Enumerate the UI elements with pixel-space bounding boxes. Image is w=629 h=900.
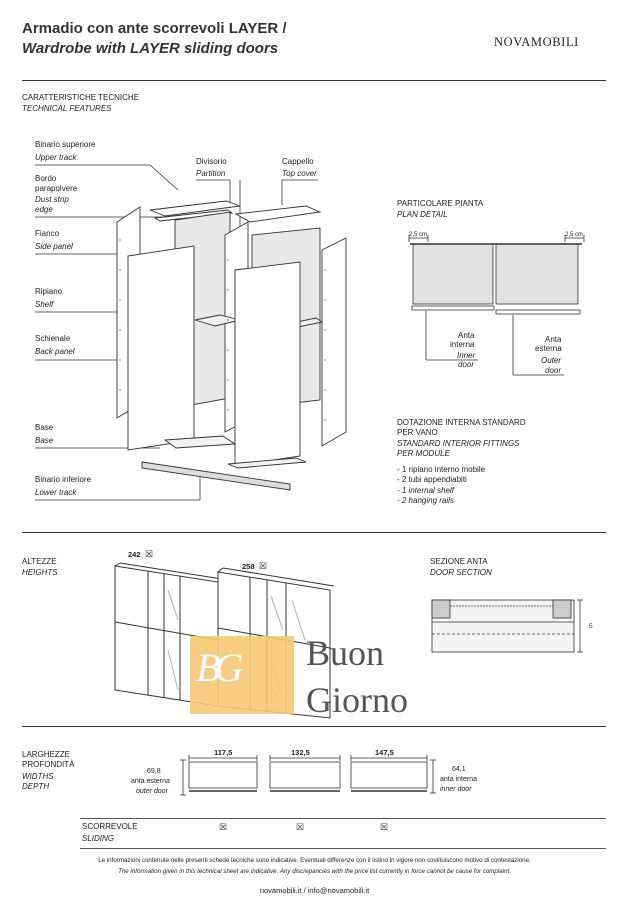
fittings-heading-en2: PER MODULE (397, 449, 450, 458)
label-dust-strip-en2: edge (35, 205, 53, 214)
sliding-top-line (80, 818, 606, 819)
fittings-heading-en1: STANDARD INTERIOR FITTINGS (397, 439, 520, 448)
height-258-checkbox-icon: ☒ (259, 561, 268, 571)
plan-dim-left: 2,5 cm (409, 232, 428, 238)
plan-dim-right: 2,5 cm (565, 232, 584, 238)
label-top-cover-en: Top cover (282, 169, 317, 178)
label-side-panel-it: Fianco (35, 229, 60, 238)
plan-outer-it2: esterna (535, 344, 562, 353)
fitting-item-it-0: - 1 ripiano interno mobile (397, 465, 486, 474)
width-147-5: 147,5 (375, 748, 394, 757)
height-242: 242 (128, 550, 141, 559)
footer-contact-link[interactable]: novamobili.it / info@novamobili.it (259, 886, 370, 895)
plan-heading-en: PLAN DETAIL (397, 210, 448, 219)
label-upper-track-it: Binario superiore (35, 140, 96, 149)
sliding-label-en: SLIDING (82, 834, 115, 843)
plan-outer-it1: Anta (545, 335, 562, 344)
watermark-word1: Buon (306, 633, 385, 673)
plan-inner-it2: interna (450, 340, 475, 349)
label-lower-track-it: Binario inferiore (35, 475, 92, 484)
depth-outer-it: anta esterna (131, 778, 170, 785)
label-lower-track-en: Lower track (35, 488, 77, 497)
sliding-check-132-icon: ☒ (296, 822, 305, 832)
watermark-monogram: BG (196, 645, 238, 690)
sliding-check-147-icon: ☒ (380, 822, 389, 832)
door-section-dim: 5 (589, 623, 593, 630)
door-section-heading-en: DOOR SECTION (430, 568, 492, 577)
label-dust-strip-en: Dust strip (35, 195, 69, 204)
depth-inner-en: inner door (440, 786, 472, 793)
label-upper-track-en: Upper track (35, 153, 77, 162)
label-shelf-it: Ripiano (35, 287, 63, 296)
height-242-checkbox-icon: ☒ (145, 549, 154, 559)
fitting-item-en-1: - 2 hanging rails (397, 496, 454, 505)
fitting-item-en-0: - 1 internal shelf (397, 486, 454, 495)
fitting-item-it-1: - 2 tubi appendiabiti (397, 475, 467, 484)
label-side-panel-en: Side panel (35, 242, 73, 251)
fittings-heading-it1: DOTAZIONE INTERNA STANDARD (397, 418, 526, 427)
width-117-5: 117,5 (214, 748, 233, 757)
widths-heading-it1: LARGHEZZE (22, 750, 71, 759)
depth-inner-value: 64,1 (452, 766, 466, 773)
depth-outer-value: 69,8 (147, 768, 161, 775)
label-partition-en: Partition (196, 169, 226, 178)
plan-outer-en2: door (545, 366, 562, 375)
watermark-word2: Giorno (306, 680, 408, 720)
label-dust-strip-it: Bordo (35, 174, 57, 183)
technical-heading-it: CARATTERISTICHE TECNICHE (22, 93, 140, 102)
page-title: Armadio con ante scorrevoli LAYER / (22, 20, 287, 37)
depth-outer-en: outer door (136, 788, 168, 795)
plan-heading-it: PARTICOLARE PIANTA (397, 199, 484, 208)
technical-heading-en: TECHNICAL FEATURES (22, 104, 112, 113)
width-132-5: 132,5 (291, 748, 310, 757)
sliding-bottom-line (80, 848, 606, 849)
label-dust-strip-it2: parapolvere (35, 184, 78, 193)
label-shelf-en: Shelf (35, 300, 54, 309)
door-section-heading-it: SEZIONE ANTA (430, 557, 488, 566)
fittings-heading-it2: PER VANO (397, 428, 438, 437)
page-subtitle: Wardrobe with LAYER sliding doors (22, 40, 279, 57)
label-top-cover-it: Cappello (282, 157, 314, 166)
footer-disclaimer-it: Le informazioni contenute nelle presenti schede tecniche sono indicative. Eventuali differenze con il listino in vigore non costituiscono motivo di contestazione. (98, 857, 531, 864)
label-back-panel-it: Schienale (35, 334, 71, 343)
label-back-panel-en: Back panel (35, 347, 75, 356)
footer-disclaimer-en: The information given in this technical sheet are indicative. Any discrepancies with the price list currently in force cannot be cause for complaint. (118, 868, 511, 875)
heights-heading-it: ALTEZZE (22, 557, 57, 566)
plan-inner-en2: door (458, 360, 475, 369)
label-partition-it: Divisorio (196, 157, 227, 166)
widths-heading-it2: PROFONDITÀ (22, 760, 75, 769)
label-base-it: Base (35, 423, 54, 432)
plan-inner-en1: Inner (457, 351, 476, 360)
plan-outer-en1: Outer (541, 356, 562, 365)
widths-heading-en1: WIDTHS (22, 772, 54, 781)
sliding-check-117-icon: ☒ (219, 822, 228, 832)
heights-heading-en: HEIGHTS (22, 568, 58, 577)
height-258: 258 (242, 562, 255, 571)
brand-logo: NOVAMOBILI (494, 35, 579, 49)
plan-inner-it1: Anta (458, 331, 475, 340)
widths-heading-en2: DEPTH (22, 782, 50, 791)
label-base-en: Base (35, 436, 54, 445)
sliding-label-it: SCORREVOLE (82, 822, 138, 831)
depth-inner-it: anta interna (440, 776, 477, 783)
